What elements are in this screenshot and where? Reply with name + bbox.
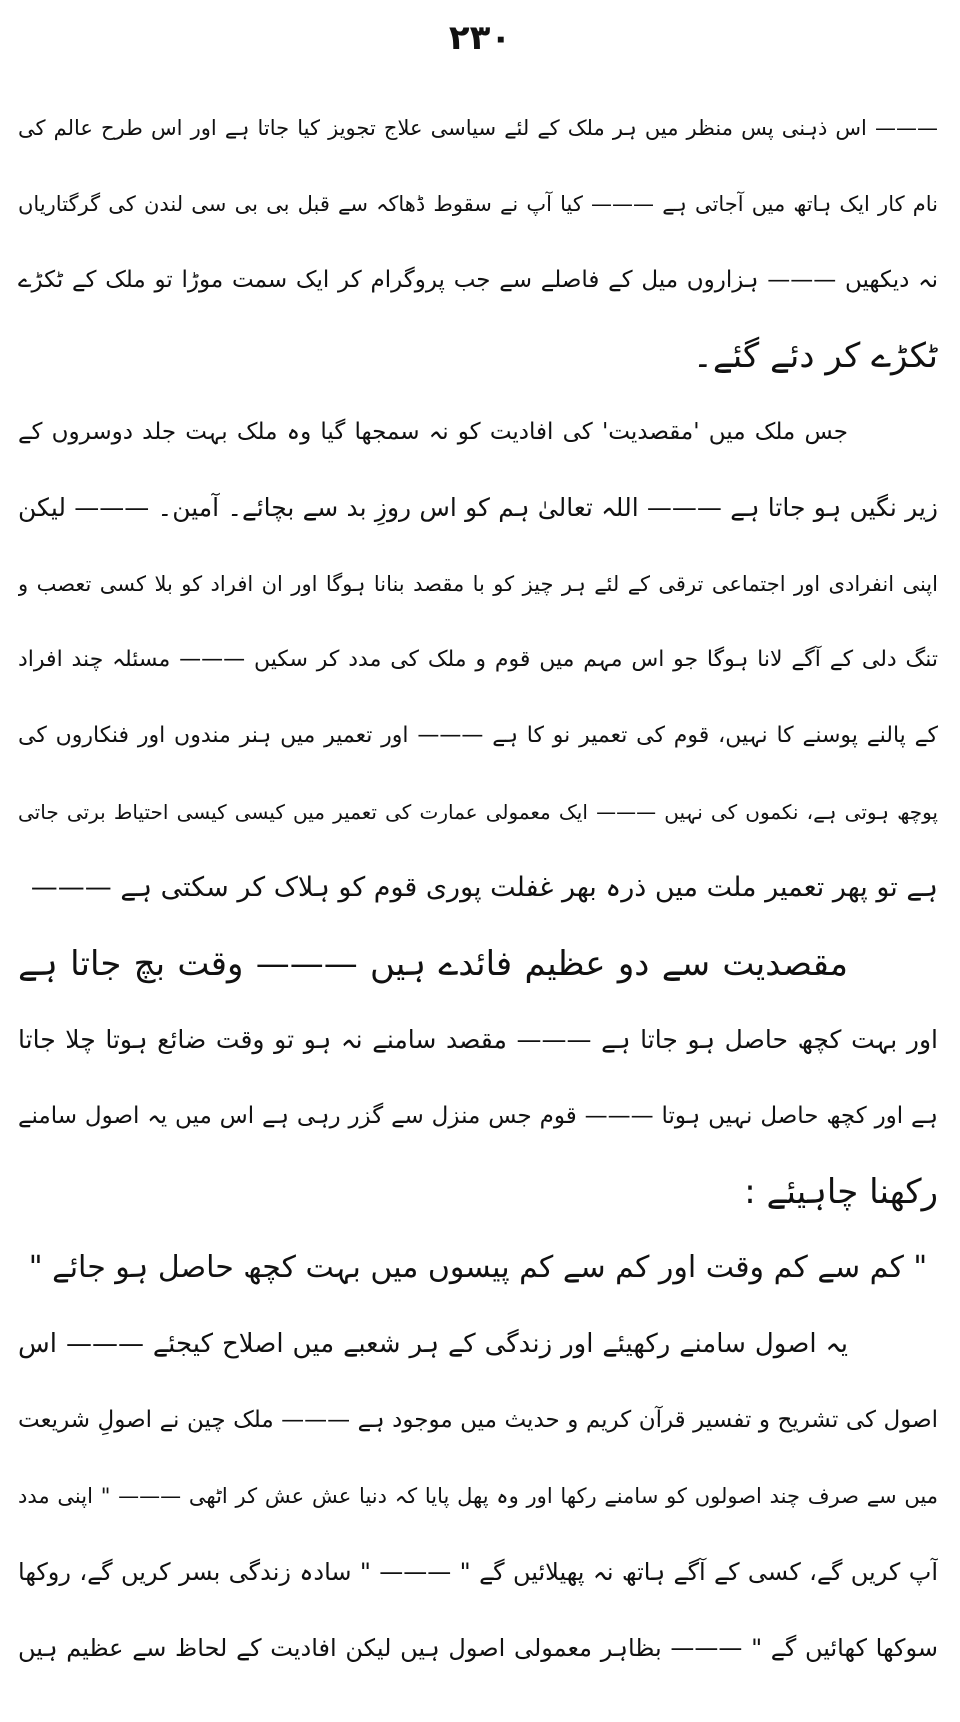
- text-line: ٹکڑے کر دئے گئے۔: [692, 336, 938, 376]
- text-line: پوچھ ہوتی ہے، نکموں کی نہیں ——— ایک معمولی عمارت کی تعمیر میں کیسی کیسی احتیاط برتی جاتی: [18, 800, 938, 824]
- text-line: مقصدیت سے دو عظیم فائدے ہیں ——— وقت بچ جاتا ہے: [18, 944, 848, 984]
- text-line: تنگ دلی کے آگے لانا ہوگا جو اس مہم میں قوم و ملک کی مدد کر سکیں ——— مسئلہ چند افراد: [18, 647, 938, 672]
- text-line: ہے تو پھر تعمیر ملت میں ذرہ بھر غفلت پوری قوم کو ہلاک کر سکتی ہے ———: [30, 872, 938, 903]
- text-line: رکھنا چاہیئے :: [744, 1172, 938, 1212]
- text-line: کے پالنے پوسنے کا نہیں، قوم کی تعمیر نو کا ہے ——— اور تعمیر میں ہنر مندوں اور فنکاروں کی: [18, 723, 938, 748]
- page-number: ۲۳۰: [448, 18, 512, 58]
- text-line: اپنی انفرادی اور اجتماعی ترقی کے لئے ہر چیز کو با مقصد بنانا ہوگا اور ان افراد کو بلا کسی تعصب و: [18, 572, 938, 596]
- text-line: یہ اصول سامنے رکھیئے اور زندگی کے ہر شعبے میں اصلاح کیجئے ——— اس: [18, 1329, 848, 1359]
- text-line: آپ کریں گے، کسی کے آگے ہاتھ نہ پھیلائیں گے " ——— " سادہ زندگی بسر کریں گے، روکھا: [18, 1558, 938, 1586]
- quoted-principle: " کم سے کم وقت اور کم سے کم پیسوں میں بہت کچھ حاصل ہو جائے ": [28, 1250, 928, 1285]
- text-line: جس ملک میں 'مقصدیت' کی افادیت کو نہ سمجھا گیا وہ ملک بہت جلد دوسروں کے: [18, 419, 848, 445]
- text-line: زیر نگیں ہو جاتا ہے ——— اللہ تعالیٰ ہم کو اس روزِ بد سے بچائے۔ آمین۔ ——— لیکن: [18, 493, 938, 522]
- text-line: نام کار ایک ہاتھ میں آجاتی ہے ——— کیا آپ نے سقوط ڈھاکہ سے قبل بی بی سی لندن کی گرگتاریاں: [18, 192, 938, 216]
- text-line: نہ دیکھیں ——— ہزاروں میل کے فاصلے سے جب پروگرام کر ایک سمت موڑا تو ملک کے ٹکڑے: [18, 267, 938, 293]
- text-line: سوکھا کھائیں گے " ——— بظاہر معمولی اصول ہیں لیکن افادیت کے لحاظ سے عظیم ہیں: [18, 1634, 938, 1662]
- text-line: ہے اور کچھ حاصل نہیں ہوتا ——— قوم جس منزل سے گزر رہی ہے اس میں یہ اصول سامنے: [18, 1103, 938, 1129]
- urdu-text-body: [18, 108, 938, 1704]
- text-line: اصول کی تشریح و تفسیر قرآن کریم و حدیث میں موجود ہے ——— ملک چین نے اصولِ شریعت: [18, 1407, 938, 1433]
- text-line: میں سے صرف چند اصولوں کو سامنے رکھا اور وہ پھل پایا کہ دنیا عش عش کر اٹھی ——— " اپنی مدد: [18, 1484, 938, 1508]
- text-line: اور بہت کچھ حاصل ہو جاتا ہے ——— مقصد سامنے نہ ہو تو وقت ضائع ہوتا چلا جاتا: [18, 1025, 938, 1054]
- text-line: ——— اس ذہنی پس منظر میں ہر ملک کے لئے سیاسی علاج تجویز کیا جاتا ہے اور اس طرح عالم کی: [18, 116, 938, 140]
